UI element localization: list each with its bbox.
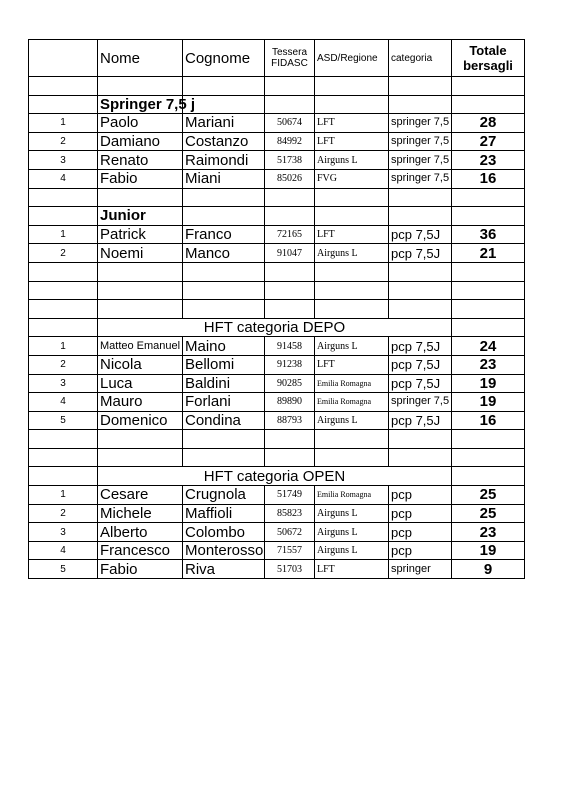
section-header-row [29, 318, 525, 337]
nome-cell: Michele [98, 504, 183, 523]
nome-cell: Cesare [98, 486, 183, 505]
nome-cell: Damiano [98, 132, 183, 151]
categoria-cell: springer 7,5 [389, 393, 452, 412]
cognome-cell: Manco [183, 244, 265, 263]
cognome-cell: Riva [183, 560, 265, 579]
nome-cell: Renato [98, 151, 183, 170]
tessera-cell: 84992 [265, 132, 315, 151]
section-title: HFT categoria OPEN [98, 467, 452, 486]
nome-cell: Alberto [98, 523, 183, 542]
spacer-row [29, 262, 525, 281]
cognome-cell: Costanzo [183, 132, 265, 151]
tessera-cell: 50672 [265, 523, 315, 542]
score-cell: 25 [452, 504, 525, 523]
results-sheet [28, 39, 524, 579]
rank-cell: 4 [29, 393, 98, 412]
categoria-cell: springer 7,5 [389, 169, 452, 188]
categoria-cell: springer 7,5 [389, 132, 452, 151]
empty-cell [98, 448, 183, 467]
empty-cell [389, 95, 452, 114]
empty-cell [98, 281, 183, 300]
empty-cell [98, 430, 183, 449]
header-totale: Totale bersagli [452, 40, 525, 77]
asd-cell: LFT [315, 560, 389, 579]
empty-cell [98, 188, 183, 207]
rank-cell: 2 [29, 504, 98, 523]
tessera-cell: 85823 [265, 504, 315, 523]
asd-cell: LFT [315, 355, 389, 374]
categoria-cell: pcp [389, 523, 452, 542]
asd-cell: Airguns L [315, 541, 389, 560]
empty-cell [315, 430, 389, 449]
asd-cell: LFT [315, 132, 389, 151]
cognome-cell: Maino [183, 337, 265, 356]
categoria-cell: pcp 7,5J [389, 355, 452, 374]
table-row [29, 541, 525, 560]
rank-cell: 5 [29, 560, 98, 579]
rank-cell: 1 [29, 114, 98, 133]
nome-cell: Fabio [98, 560, 183, 579]
score-cell: 16 [452, 169, 525, 188]
empty-cell [452, 318, 525, 337]
asd-cell: Airguns L [315, 411, 389, 430]
header-number [29, 40, 98, 77]
tessera-cell: 72165 [265, 225, 315, 244]
section-title: Junior [98, 207, 183, 226]
empty-cell [389, 430, 452, 449]
asd-cell: Airguns L [315, 504, 389, 523]
nome-cell: Francesco [98, 541, 183, 560]
empty-cell [265, 448, 315, 467]
empty-cell [452, 430, 525, 449]
asd-cell: Airguns L [315, 523, 389, 542]
score-cell: 19 [452, 393, 525, 412]
empty-cell [29, 188, 98, 207]
empty-cell [389, 300, 452, 319]
empty-cell [183, 300, 265, 319]
header-asd: ASD/Regione [315, 40, 389, 77]
table-row [29, 523, 525, 542]
rank-cell: 2 [29, 244, 98, 263]
categoria-cell: pcp 7,5J [389, 411, 452, 430]
empty-cell [29, 262, 98, 281]
header-nome: Nome [98, 40, 183, 77]
categoria-cell: pcp [389, 541, 452, 560]
asd-cell: Airguns L [315, 151, 389, 170]
score-cell: 25 [452, 486, 525, 505]
cognome-cell: Mariani [183, 114, 265, 133]
empty-cell [315, 77, 389, 96]
empty-cell [183, 207, 265, 226]
empty-cell [315, 188, 389, 207]
score-cell: 23 [452, 151, 525, 170]
header-row [29, 40, 525, 77]
rank-cell: 1 [29, 225, 98, 244]
section-header-row [29, 467, 525, 486]
asd-cell: Emilia Romagna [315, 374, 389, 393]
asd-cell: Airguns L [315, 244, 389, 263]
empty-cell [29, 430, 98, 449]
asd-cell: Emilia Romagna [315, 393, 389, 412]
section-header-row [29, 95, 525, 114]
score-cell: 19 [452, 541, 525, 560]
categoria-cell: pcp [389, 486, 452, 505]
rank-cell: 3 [29, 151, 98, 170]
categoria-cell: pcp [389, 504, 452, 523]
score-cell: 28 [452, 114, 525, 133]
nome-cell: Matteo Emanuel [98, 337, 183, 356]
categoria-cell: springer [389, 560, 452, 579]
tessera-cell: 91458 [265, 337, 315, 356]
categoria-cell: pcp 7,5J [389, 225, 452, 244]
cognome-cell: Crugnola [183, 486, 265, 505]
asd-cell: Airguns L [315, 337, 389, 356]
tessera-cell: 91047 [265, 244, 315, 263]
empty-cell [265, 207, 315, 226]
rank-cell: 4 [29, 541, 98, 560]
cognome-cell: Miani [183, 169, 265, 188]
table-row [29, 560, 525, 579]
cognome-cell: Forlani [183, 393, 265, 412]
empty-cell [315, 207, 389, 226]
empty-cell [29, 467, 98, 486]
empty-cell [315, 262, 389, 281]
header-categoria: categoria [389, 40, 452, 77]
empty-cell [29, 95, 98, 114]
empty-cell [29, 300, 98, 319]
empty-cell [265, 430, 315, 449]
empty-cell [183, 448, 265, 467]
spacer-row [29, 281, 525, 300]
categoria-cell: pcp 7,5J [389, 244, 452, 263]
score-cell: 23 [452, 355, 525, 374]
nome-cell: Patrick [98, 225, 183, 244]
score-cell: 24 [452, 337, 525, 356]
empty-cell [265, 95, 315, 114]
empty-cell [29, 281, 98, 300]
empty-cell [183, 188, 265, 207]
categoria-cell: springer 7,5 [389, 114, 452, 133]
empty-cell [315, 281, 389, 300]
nome-cell: Fabio [98, 169, 183, 188]
results-table [28, 39, 525, 579]
cognome-cell: Bellomi [183, 355, 265, 374]
table-row [29, 225, 525, 244]
table-row [29, 132, 525, 151]
nome-cell: Domenico [98, 411, 183, 430]
table-row [29, 169, 525, 188]
section-title: HFT categoria DEPO [98, 318, 452, 337]
spacer-row [29, 448, 525, 467]
empty-cell [452, 467, 525, 486]
categoria-cell: pcp 7,5J [389, 374, 452, 393]
empty-cell [29, 318, 98, 337]
spacer-row [29, 77, 525, 96]
tessera-cell: 51749 [265, 486, 315, 505]
empty-cell [315, 300, 389, 319]
rank-cell: 1 [29, 486, 98, 505]
rank-cell: 5 [29, 411, 98, 430]
cognome-cell: Colombo [183, 523, 265, 542]
empty-cell [265, 281, 315, 300]
empty-cell [98, 77, 183, 96]
header-tessera: Tessera FIDASC [265, 40, 315, 77]
empty-cell [452, 188, 525, 207]
nome-cell: Nicola [98, 355, 183, 374]
cognome-cell: Condina [183, 411, 265, 430]
empty-cell [265, 188, 315, 207]
table-row [29, 411, 525, 430]
tessera-cell: 51738 [265, 151, 315, 170]
tessera-cell: 51703 [265, 560, 315, 579]
empty-cell [452, 281, 525, 300]
tessera-cell: 89890 [265, 393, 315, 412]
empty-cell [183, 430, 265, 449]
empty-cell [452, 300, 525, 319]
score-cell: 23 [452, 523, 525, 542]
empty-cell [29, 207, 98, 226]
spacer-row [29, 300, 525, 319]
empty-cell [389, 262, 452, 281]
table-row [29, 244, 525, 263]
section-title: Springer 7,5 j [98, 95, 183, 114]
empty-cell [452, 262, 525, 281]
tessera-cell: 88793 [265, 411, 315, 430]
table-row [29, 114, 525, 133]
table-row [29, 355, 525, 374]
rank-cell: 3 [29, 374, 98, 393]
nome-cell: Paolo [98, 114, 183, 133]
empty-cell [183, 281, 265, 300]
score-cell: 36 [452, 225, 525, 244]
rank-cell: 3 [29, 523, 98, 542]
cognome-cell: Maffioli [183, 504, 265, 523]
score-cell: 16 [452, 411, 525, 430]
score-cell: 21 [452, 244, 525, 263]
empty-cell [389, 281, 452, 300]
empty-cell [265, 262, 315, 281]
table-row [29, 151, 525, 170]
asd-cell: LFT [315, 225, 389, 244]
table-row [29, 337, 525, 356]
tessera-cell: 91238 [265, 355, 315, 374]
empty-cell [452, 448, 525, 467]
empty-cell [389, 207, 452, 226]
empty-cell [315, 95, 389, 114]
nome-cell: Luca [98, 374, 183, 393]
tessera-cell: 50674 [265, 114, 315, 133]
nome-cell: Mauro [98, 393, 183, 412]
header-cognome: Cognome [183, 40, 265, 77]
rank-cell: 2 [29, 355, 98, 374]
empty-cell [315, 448, 389, 467]
empty-cell [389, 188, 452, 207]
empty-cell [29, 448, 98, 467]
asd-cell: Emilia Romagna [315, 486, 389, 505]
tessera-cell: 85026 [265, 169, 315, 188]
empty-cell [452, 77, 525, 96]
empty-cell [265, 77, 315, 96]
empty-cell [389, 448, 452, 467]
asd-cell: FVG [315, 169, 389, 188]
cognome-cell: Monterosso [183, 541, 265, 560]
empty-cell [29, 77, 98, 96]
table-row [29, 393, 525, 412]
rank-cell: 1 [29, 337, 98, 356]
cognome-cell: Franco [183, 225, 265, 244]
cognome-cell: Baldini [183, 374, 265, 393]
empty-cell [98, 300, 183, 319]
rank-cell: 2 [29, 132, 98, 151]
spacer-row [29, 430, 525, 449]
empty-cell [452, 207, 525, 226]
section-header-row [29, 207, 525, 226]
empty-cell [452, 95, 525, 114]
table-row [29, 486, 525, 505]
score-cell: 19 [452, 374, 525, 393]
asd-cell: LFT [315, 114, 389, 133]
score-cell: 9 [452, 560, 525, 579]
empty-cell [389, 77, 452, 96]
cognome-cell: Raimondi [183, 151, 265, 170]
empty-cell [183, 262, 265, 281]
rank-cell: 4 [29, 169, 98, 188]
empty-cell [183, 77, 265, 96]
table-row [29, 374, 525, 393]
score-cell: 27 [452, 132, 525, 151]
categoria-cell: pcp 7,5J [389, 337, 452, 356]
categoria-cell: springer 7,5 [389, 151, 452, 170]
spacer-row [29, 188, 525, 207]
nome-cell: Noemi [98, 244, 183, 263]
empty-cell [98, 262, 183, 281]
table-row [29, 504, 525, 523]
tessera-cell: 90285 [265, 374, 315, 393]
tessera-cell: 71557 [265, 541, 315, 560]
empty-cell [265, 300, 315, 319]
